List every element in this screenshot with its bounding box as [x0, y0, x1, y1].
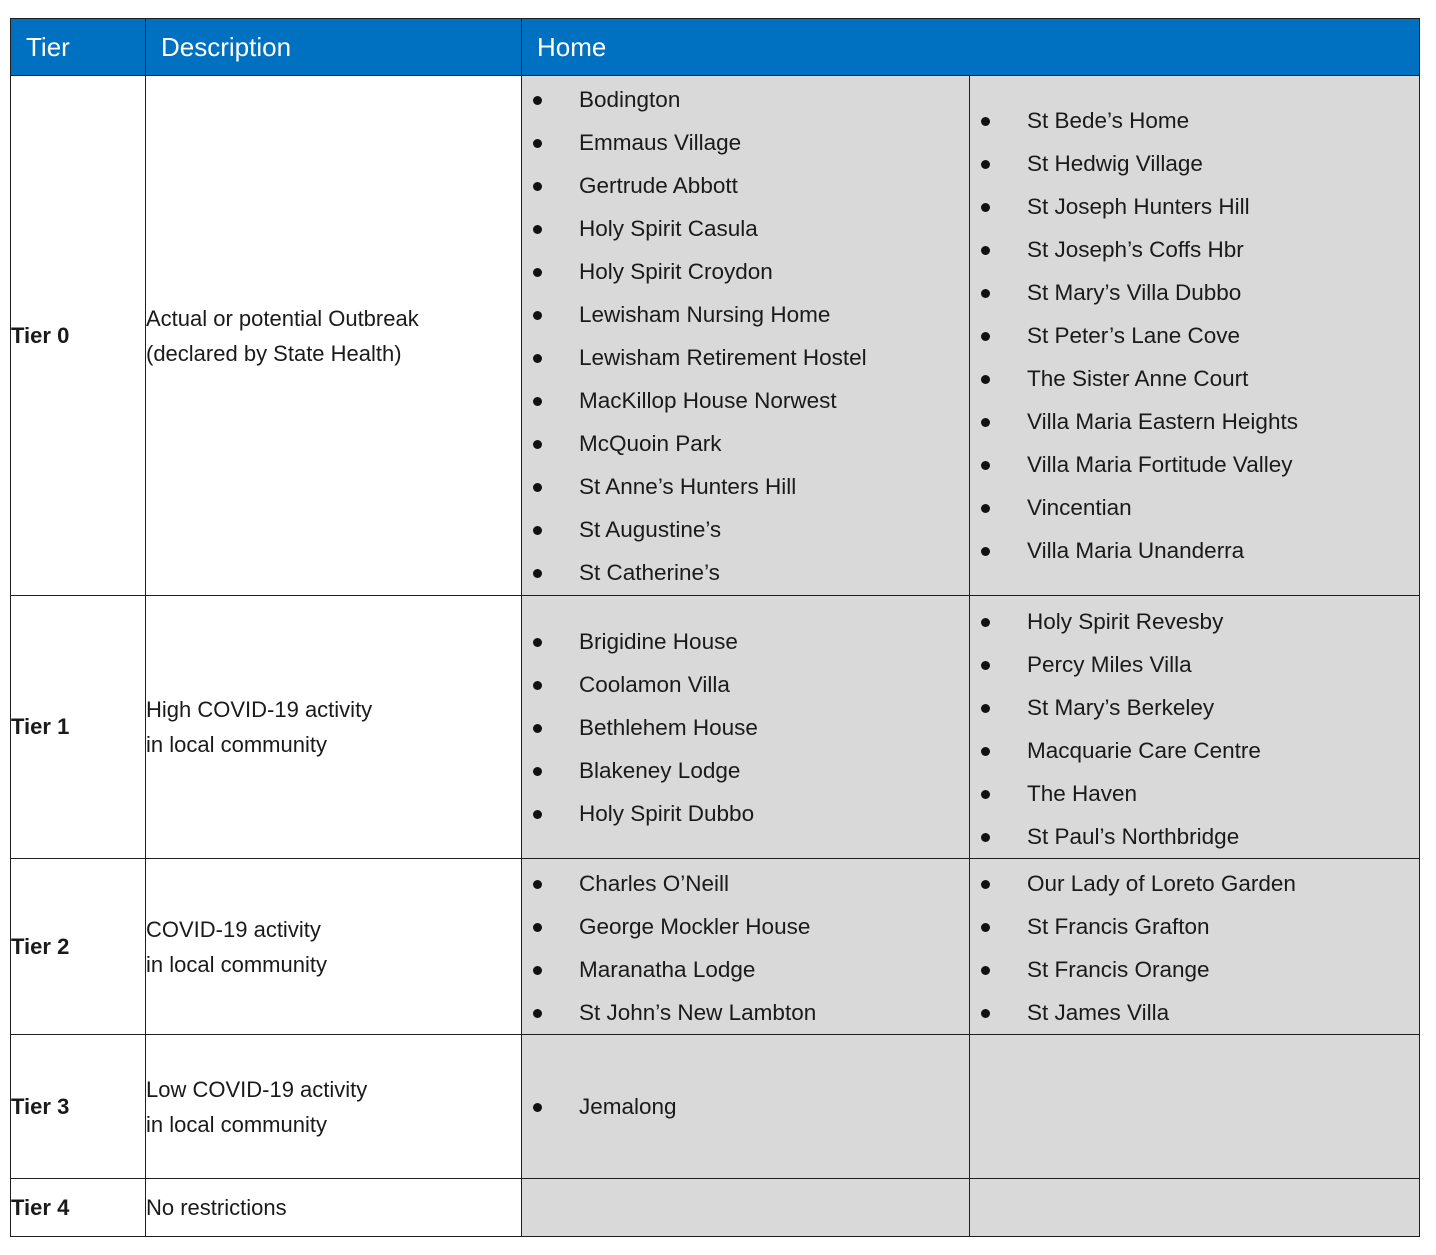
- tier-description: [146, 859, 522, 1035]
- header-tier: Tier: [11, 19, 146, 76]
- home-list-item: St Francis Grafton: [970, 905, 1419, 948]
- home-list-item: St Paul’s Northbridge: [970, 815, 1419, 858]
- tier-row: [11, 596, 1420, 859]
- home-list-item: St Peter’s Lane Cove: [970, 314, 1419, 357]
- home-list-item: Gertrude Abbott: [522, 164, 969, 207]
- homes-cell-left: [522, 1179, 970, 1237]
- home-list-item: Brigidine House: [522, 620, 969, 663]
- homes-cell-right: [970, 596, 1420, 859]
- description-line: COVID-19 activity: [146, 916, 321, 942]
- homes-cell-right: [970, 859, 1420, 1035]
- home-list-item: Percy Miles Villa: [970, 643, 1419, 686]
- tier-label: Tier 0: [11, 76, 146, 596]
- home-list-item: Blakeney Lodge: [522, 749, 969, 792]
- header-row: [11, 19, 1420, 76]
- home-list-item: St Joseph Hunters Hill: [970, 185, 1419, 228]
- home-list-item: St Anne’s Hunters Hill: [522, 465, 969, 508]
- header-home: Home: [522, 19, 1420, 76]
- description-line: High COVID-19 activity: [146, 697, 373, 722]
- tier-row: [11, 859, 1420, 1035]
- description-line: Actual or potential Outbreak: [146, 305, 419, 331]
- home-list-item: St Mary’s Villa Dubbo: [970, 271, 1419, 314]
- home-list-item: The Haven: [970, 772, 1419, 815]
- home-list-item: St Francis Orange: [970, 948, 1419, 991]
- home-list-item: Villa Maria Eastern Heights: [970, 400, 1419, 443]
- home-list-item: McQuoin Park: [522, 422, 969, 465]
- home-list-item: St Catherine’s: [522, 551, 969, 594]
- tier-row: [11, 1179, 1420, 1237]
- home-list-item: Charles O’Neill: [522, 862, 969, 905]
- home-list: [522, 859, 969, 1034]
- home-list-item: Holy Spirit Revesby: [970, 600, 1419, 643]
- home-list-item: St Hedwig Village: [970, 142, 1419, 185]
- home-list-item: George Mockler House: [522, 905, 969, 948]
- home-list-item: Lewisham Nursing Home: [522, 293, 969, 336]
- homes-cell-left: [522, 1035, 970, 1179]
- home-list-item: Lewisham Retirement Hostel: [522, 336, 969, 379]
- home-list-item: St John’s New Lambton: [522, 991, 969, 1034]
- tier-label: Tier 4: [11, 1179, 146, 1237]
- homes-cell-left: [522, 859, 970, 1035]
- tier-row: [11, 76, 1420, 596]
- home-list-item: St Mary’s Berkeley: [970, 686, 1419, 729]
- description-line: in local community: [146, 732, 327, 757]
- home-list: [522, 1085, 969, 1128]
- home-list-item: St Augustine’s: [522, 508, 969, 551]
- header-description: Description: [146, 19, 522, 76]
- home-list: [970, 99, 1419, 572]
- home-list-item: The Sister Anne Court: [970, 357, 1419, 400]
- home-list-item: Our Lady of Loreto Garden: [970, 862, 1419, 905]
- description-line: No restrictions: [146, 1195, 287, 1220]
- home-list-item: Holy Spirit Casula: [522, 207, 969, 250]
- home-list-item: St Bede’s Home: [970, 99, 1419, 142]
- homes-cell-right: [970, 1035, 1420, 1179]
- home-list-item: Holy Spirit Dubbo: [522, 792, 969, 835]
- description-line: in local community: [146, 951, 327, 977]
- homes-cell-right: [970, 76, 1420, 596]
- tier-table: [10, 18, 1420, 1237]
- home-list-item: Bodington: [522, 78, 969, 121]
- tier-description: [146, 76, 522, 596]
- home-list: [970, 859, 1419, 1034]
- description-line: Low COVID-19 activity: [146, 1076, 368, 1102]
- home-list-item: Holy Spirit Croydon: [522, 250, 969, 293]
- tier-description: [146, 1179, 522, 1237]
- home-list-item: Coolamon Villa: [522, 663, 969, 706]
- home-list-item: St Joseph’s Coffs Hbr: [970, 228, 1419, 271]
- tier-description: [146, 1035, 522, 1179]
- home-list-item: Emmaus Village: [522, 121, 969, 164]
- tier-label: Tier 3: [11, 1035, 146, 1179]
- tier-row: [11, 1035, 1420, 1179]
- tier-description: [146, 596, 522, 859]
- home-list-item: MacKillop House Norwest: [522, 379, 969, 422]
- homes-cell-right: [970, 1179, 1420, 1237]
- home-list-item: Jemalong: [522, 1085, 969, 1128]
- home-list: [522, 78, 969, 594]
- home-list: [970, 597, 1419, 858]
- homes-cell-left: [522, 76, 970, 596]
- home-list-item: St James Villa: [970, 991, 1419, 1034]
- description-line: (declared by State Health): [146, 340, 402, 366]
- home-list: [522, 620, 969, 835]
- description-line: in local community: [146, 1111, 327, 1137]
- home-list-item: Macquarie Care Centre: [970, 729, 1419, 772]
- home-list-item: Villa Maria Unanderra: [970, 529, 1419, 572]
- home-list-item: Maranatha Lodge: [522, 948, 969, 991]
- tier-label: Tier 1: [11, 596, 146, 859]
- home-list-item: Villa Maria Fortitude Valley: [970, 443, 1419, 486]
- home-list-item: Vincentian: [970, 486, 1419, 529]
- tier-label: Tier 2: [11, 859, 146, 1035]
- homes-cell-left: [522, 596, 970, 859]
- home-list-item: Bethlehem House: [522, 706, 969, 749]
